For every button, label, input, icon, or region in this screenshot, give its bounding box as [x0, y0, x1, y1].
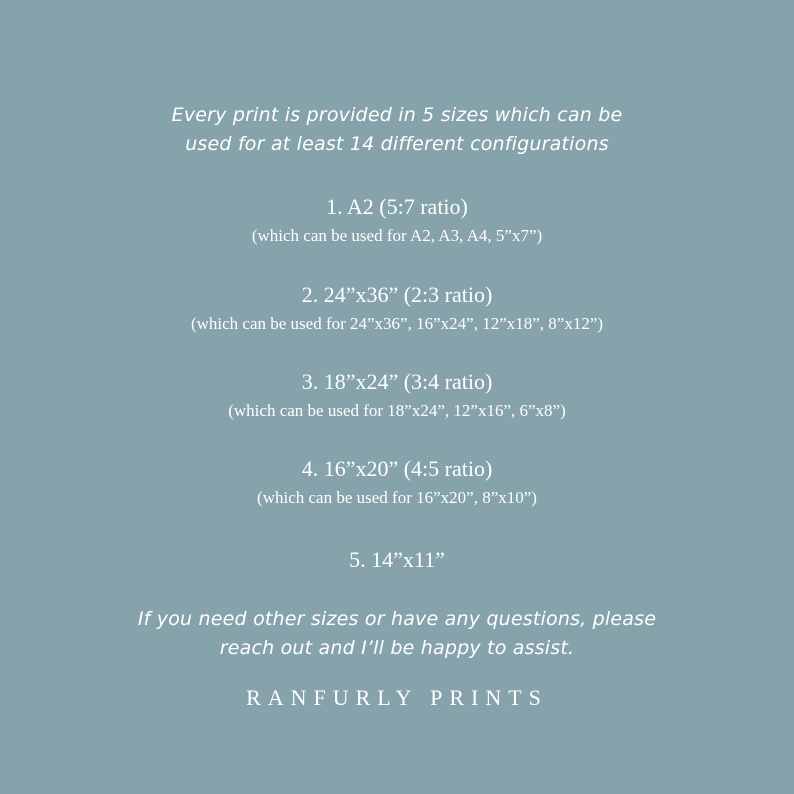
size-5-title: 5. 14”x11”: [349, 547, 445, 572]
brand-name: RANFURLY PRINTS: [246, 685, 548, 710]
size-3-note: (which can be used for 18”x24”, 12”x16”, 6”x8”): [228, 401, 566, 420]
size-2-note: (which can be used for 24”x36”, 16”x24”, 12”x18”, 8”x12”): [190, 314, 604, 333]
size-2-title: 2. 24”x36” (2:3 ratio): [301, 282, 493, 307]
intro-line-2: used for at least 14 different configurations: [185, 133, 609, 155]
size-1-note: (which can be used for A2, A3, A4, 5”x7”): [251, 226, 543, 245]
intro-line-1: Every print is provided in 5 sizes which can be: [171, 104, 623, 126]
size-4-note: (which can be used for 16”x20”, 8”x10”): [257, 488, 537, 507]
outro-line-2: reach out and I’ll be happy to assist.: [219, 637, 575, 659]
outro-line-1: If you need other sizes or have any questions, please: [137, 608, 657, 630]
size-3-title: 3. 18”x24” (3:4 ratio): [301, 369, 493, 394]
size-4-title: 4. 16”x20” (4:5 ratio): [301, 456, 493, 481]
size-1-title: 1. A2 (5:7 ratio): [326, 194, 468, 219]
